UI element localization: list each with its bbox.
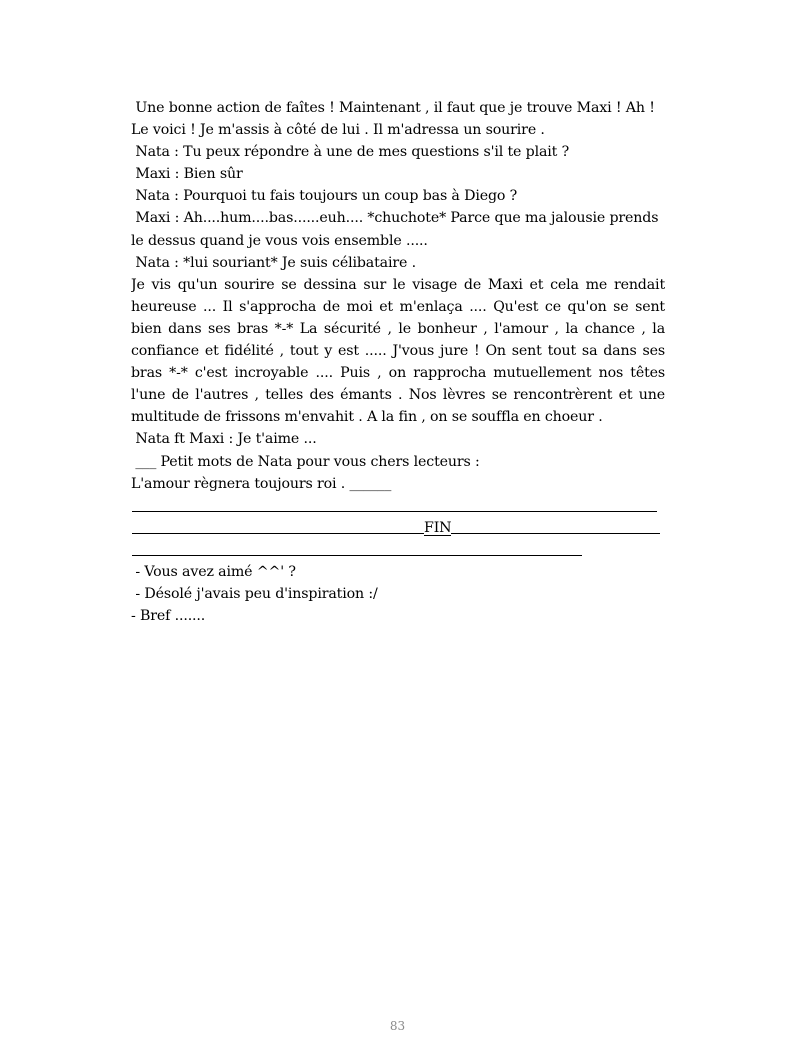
paragraph-line: multitude de frissons m'envahit . A la fin , on se souffla en choeur . [131, 409, 603, 426]
fin-rule-right [451, 533, 660, 534]
text-line: Une bonne action de faîtes ! Maintenant , il faut que je trouve Maxi ! Ah ! [131, 100, 655, 116]
separator-line [131, 495, 665, 517]
dialogue-line: Maxi : Ah....hum....bas......euh.... *chuchote* Parce que ma jalousie prends [131, 210, 659, 227]
dialogue-line: Nata : Tu peux répondre à une de mes questions s'il te plait ? [131, 144, 570, 161]
paragraph-line: confiance et fidélité , tout y est ..... J'vous jure ! On sent tout sa dans ses [131, 343, 665, 360]
separator-line [131, 539, 665, 561]
paragraph-line: bien dans ses bras *-* La sécurité , le bonheur , l'amour , la chance , la [131, 320, 665, 337]
paragraph-line: Je vis qu'un sourire se dessina sur le visage de Maxi et cela me rendait [131, 276, 665, 293]
paragraph-line: bras *-* c'est incroyable .... Puis , on rapprocha mutuellement nos têtes [131, 365, 665, 382]
afterword-line: - Bref ....... [131, 608, 206, 625]
dialogue-line: le dessus quand je vous vois ensemble ..... [131, 232, 428, 249]
afterword-line: - Désolé j'avais peu d'inspiration :/ [131, 586, 378, 603]
narrative-paragraph [131, 274, 665, 429]
dialogue-line: Maxi : Bien sûr [131, 166, 243, 183]
paragraph-line: heureuse ... Il s'approcha de moi et m'enlaça .... Qu'est ce qu'on se sent [131, 298, 665, 315]
paragraph-line: l'une de l'autres , telles des émants . Nos lèvres se rencontrèrent et une [131, 387, 665, 404]
dialogue-line: Nata ft Maxi : Je t'aime ... [131, 431, 317, 448]
dialogue-line: Nata : *lui souriant* Je suis célibataire . [131, 254, 416, 271]
fin-line [131, 517, 665, 539]
page-number: 83 [389, 1019, 406, 1033]
fin-label: FIN [424, 519, 452, 536]
text-line: Le voici ! Je m'assis à côté de lui . Il m'adressa un sourire . [131, 122, 545, 139]
fin-rule-left [132, 533, 424, 534]
story-text [131, 97, 665, 627]
closing-quote-line: L'amour règnera toujours roi . ______ [131, 475, 392, 492]
afterword-line: - Vous avez aimé ^^' ? [131, 563, 296, 580]
horizontal-rule [132, 555, 582, 556]
dialogue-line: Nata : Pourquoi tu fais toujours un coup bas à Diego ? [131, 188, 518, 205]
fin-marker [132, 521, 660, 536]
horizontal-rule [132, 511, 657, 512]
author-note-line: ___ Petit mots de Nata pour vous chers lecteurs : [131, 453, 480, 470]
